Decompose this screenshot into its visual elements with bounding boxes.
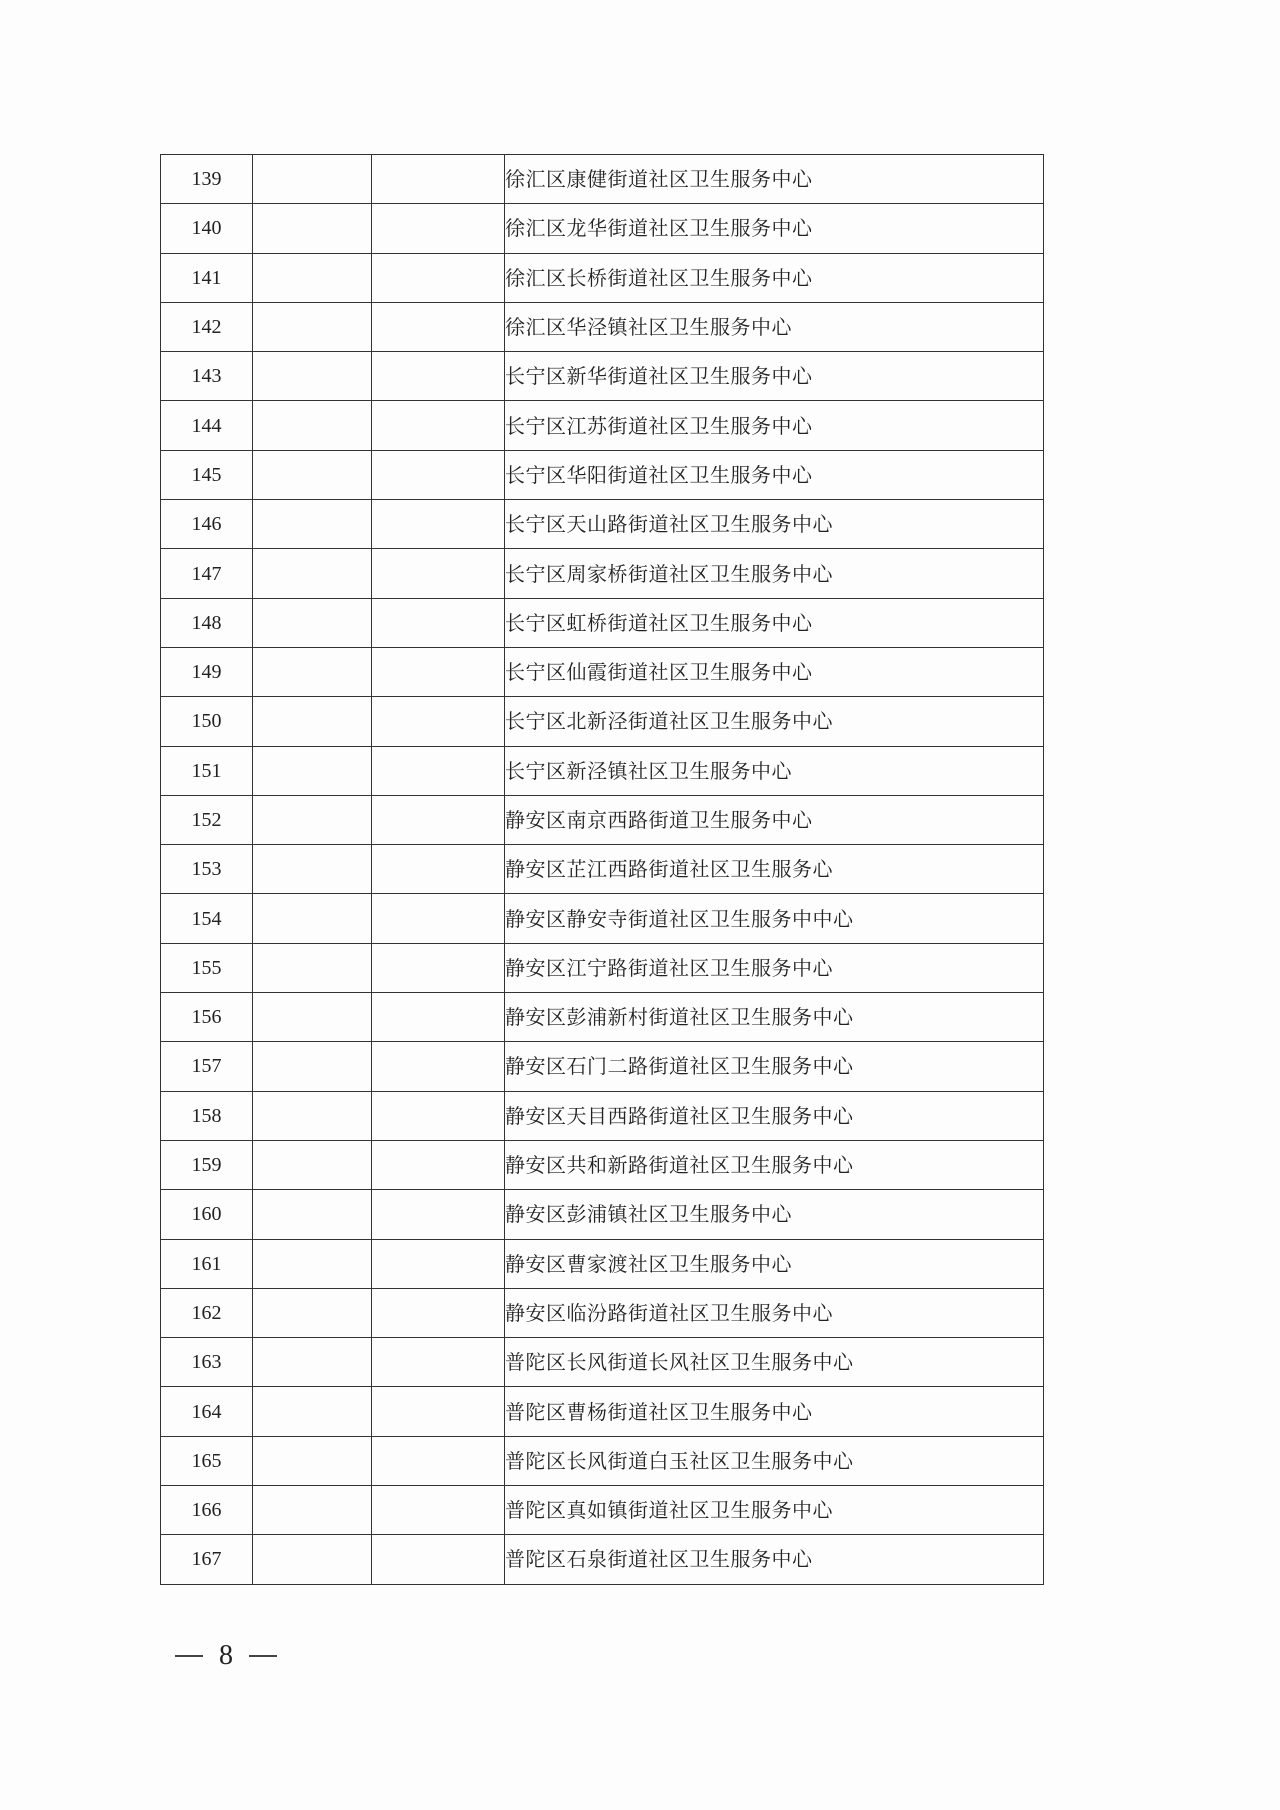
empty-cell bbox=[372, 1140, 505, 1189]
table-row bbox=[161, 1239, 1044, 1288]
empty-cell bbox=[253, 746, 372, 795]
row-number-cell: 167 bbox=[161, 1535, 253, 1584]
footer-dash-left bbox=[175, 1655, 203, 1657]
empty-cell bbox=[253, 1338, 372, 1387]
row-number-cell: 144 bbox=[161, 401, 253, 450]
table-row bbox=[161, 500, 1044, 549]
empty-cell bbox=[372, 155, 505, 204]
row-number-cell: 155 bbox=[161, 943, 253, 992]
table-row bbox=[161, 1042, 1044, 1091]
row-number-cell: 166 bbox=[161, 1486, 253, 1535]
row-number-cell: 157 bbox=[161, 1042, 253, 1091]
table-row bbox=[161, 894, 1044, 943]
institution-name-cell: 长宁区华阳街道社区卫生服务中心 bbox=[505, 450, 1044, 499]
table-row bbox=[161, 1338, 1044, 1387]
table-row bbox=[161, 1091, 1044, 1140]
row-number-cell: 146 bbox=[161, 500, 253, 549]
page-number: 8 bbox=[219, 1640, 233, 1671]
row-number-cell: 148 bbox=[161, 598, 253, 647]
institution-name-cell: 静安区江宁路街道社区卫生服务中心 bbox=[505, 943, 1044, 992]
row-number-cell: 156 bbox=[161, 993, 253, 1042]
table-row bbox=[161, 1140, 1044, 1189]
table-row bbox=[161, 549, 1044, 598]
empty-cell bbox=[253, 845, 372, 894]
table-row bbox=[161, 1486, 1044, 1535]
table-row bbox=[161, 845, 1044, 894]
table-row bbox=[161, 1387, 1044, 1436]
row-number-cell: 165 bbox=[161, 1436, 253, 1485]
row-number-cell: 140 bbox=[161, 204, 253, 253]
institution-name-cell: 静安区南京西路街道卫生服务中心 bbox=[505, 795, 1044, 844]
row-number-cell: 151 bbox=[161, 746, 253, 795]
table-row bbox=[161, 795, 1044, 844]
empty-cell bbox=[372, 1042, 505, 1091]
empty-cell bbox=[372, 795, 505, 844]
row-number-cell: 145 bbox=[161, 450, 253, 499]
empty-cell bbox=[253, 1091, 372, 1140]
row-number-cell: 154 bbox=[161, 894, 253, 943]
empty-cell bbox=[372, 549, 505, 598]
empty-cell bbox=[253, 549, 372, 598]
institution-name-cell: 徐汇区康健街道社区卫生服务中心 bbox=[505, 155, 1044, 204]
row-number-cell: 147 bbox=[161, 549, 253, 598]
empty-cell bbox=[253, 401, 372, 450]
row-number-cell: 149 bbox=[161, 647, 253, 696]
table-row bbox=[161, 647, 1044, 696]
empty-cell bbox=[253, 352, 372, 401]
row-number-cell: 153 bbox=[161, 845, 253, 894]
empty-cell bbox=[372, 302, 505, 351]
empty-cell bbox=[372, 500, 505, 549]
empty-cell bbox=[372, 1288, 505, 1337]
empty-cell bbox=[253, 943, 372, 992]
table-row bbox=[161, 1436, 1044, 1485]
institution-name-cell: 徐汇区龙华街道社区卫生服务中心 bbox=[505, 204, 1044, 253]
table-row bbox=[161, 302, 1044, 351]
empty-cell bbox=[372, 894, 505, 943]
institution-name-cell: 静安区彭浦镇社区卫生服务中心 bbox=[505, 1190, 1044, 1239]
table-row bbox=[161, 401, 1044, 450]
empty-cell bbox=[253, 697, 372, 746]
institution-name-cell: 长宁区北新泾街道社区卫生服务中心 bbox=[505, 697, 1044, 746]
table-row bbox=[161, 204, 1044, 253]
table-row bbox=[161, 746, 1044, 795]
institution-name-cell: 长宁区新华街道社区卫生服务中心 bbox=[505, 352, 1044, 401]
empty-cell bbox=[253, 1387, 372, 1436]
table-row bbox=[161, 697, 1044, 746]
row-number-cell: 163 bbox=[161, 1338, 253, 1387]
table-row bbox=[161, 943, 1044, 992]
empty-cell bbox=[372, 845, 505, 894]
empty-cell bbox=[372, 1239, 505, 1288]
empty-cell bbox=[372, 1486, 505, 1535]
table-body bbox=[161, 155, 1044, 1585]
institution-name-cell: 静安区曹家渡社区卫生服务中心 bbox=[505, 1239, 1044, 1288]
table-row bbox=[161, 352, 1044, 401]
empty-cell bbox=[372, 943, 505, 992]
empty-cell bbox=[253, 894, 372, 943]
empty-cell bbox=[253, 204, 372, 253]
empty-cell bbox=[372, 1190, 505, 1239]
empty-cell bbox=[372, 598, 505, 647]
empty-cell bbox=[372, 1436, 505, 1485]
row-number-cell: 162 bbox=[161, 1288, 253, 1337]
empty-cell bbox=[372, 1535, 505, 1584]
empty-cell bbox=[253, 795, 372, 844]
empty-cell bbox=[372, 1338, 505, 1387]
row-number-cell: 139 bbox=[161, 155, 253, 204]
empty-cell bbox=[253, 500, 372, 549]
empty-cell bbox=[372, 993, 505, 1042]
institution-name-cell: 静安区石门二路街道社区卫生服务中心 bbox=[505, 1042, 1044, 1091]
row-number-cell: 141 bbox=[161, 253, 253, 302]
institution-name-cell: 徐汇区长桥街道社区卫生服务中心 bbox=[505, 253, 1044, 302]
institution-name-cell: 普陀区曹杨街道社区卫生服务中心 bbox=[505, 1387, 1044, 1436]
row-number-cell: 158 bbox=[161, 1091, 253, 1140]
row-number-cell: 160 bbox=[161, 1190, 253, 1239]
empty-cell bbox=[253, 1535, 372, 1584]
institution-name-cell: 普陀区石泉街道社区卫生服务中心 bbox=[505, 1535, 1044, 1584]
empty-cell bbox=[372, 746, 505, 795]
empty-cell bbox=[372, 352, 505, 401]
institution-name-cell: 长宁区周家桥街道社区卫生服务中心 bbox=[505, 549, 1044, 598]
institution-name-cell: 长宁区新泾镇社区卫生服务中心 bbox=[505, 746, 1044, 795]
table-row bbox=[161, 253, 1044, 302]
row-number-cell: 152 bbox=[161, 795, 253, 844]
institution-name-cell: 静安区共和新路街道社区卫生服务中心 bbox=[505, 1140, 1044, 1189]
empty-cell bbox=[253, 598, 372, 647]
empty-cell bbox=[372, 401, 505, 450]
institution-name-cell: 静安区芷江西路街道社区卫生服务心 bbox=[505, 845, 1044, 894]
empty-cell bbox=[372, 253, 505, 302]
table-row bbox=[161, 1535, 1044, 1584]
empty-cell bbox=[253, 450, 372, 499]
institution-name-cell: 静安区静安寺街道社区卫生服务中中心 bbox=[505, 894, 1044, 943]
empty-cell bbox=[253, 1042, 372, 1091]
institution-name-cell: 静安区天目西路街道社区卫生服务中心 bbox=[505, 1091, 1044, 1140]
empty-cell bbox=[253, 253, 372, 302]
institution-name-cell: 徐汇区华泾镇社区卫生服务中心 bbox=[505, 302, 1044, 351]
table-row bbox=[161, 1190, 1044, 1239]
footer-dash-right bbox=[249, 1655, 277, 1657]
empty-cell bbox=[372, 204, 505, 253]
empty-cell bbox=[372, 1091, 505, 1140]
empty-cell bbox=[372, 697, 505, 746]
institution-name-cell: 长宁区仙霞街道社区卫生服务中心 bbox=[505, 647, 1044, 696]
empty-cell bbox=[253, 302, 372, 351]
institution-name-cell: 静安区彭浦新村街道社区卫生服务中心 bbox=[505, 993, 1044, 1042]
empty-cell bbox=[253, 1486, 372, 1535]
table-row bbox=[161, 450, 1044, 499]
empty-cell bbox=[372, 450, 505, 499]
page-footer bbox=[175, 1640, 277, 1672]
institution-name-cell: 普陀区长风街道白玉社区卫生服务中心 bbox=[505, 1436, 1044, 1485]
empty-cell bbox=[253, 1288, 372, 1337]
institution-table bbox=[160, 154, 1044, 1585]
institution-name-cell: 长宁区天山路街道社区卫生服务中心 bbox=[505, 500, 1044, 549]
table-row bbox=[161, 1288, 1044, 1337]
row-number-cell: 159 bbox=[161, 1140, 253, 1189]
empty-cell bbox=[253, 1436, 372, 1485]
table-row bbox=[161, 598, 1044, 647]
table-row bbox=[161, 993, 1044, 1042]
empty-cell bbox=[372, 647, 505, 696]
empty-cell bbox=[253, 1239, 372, 1288]
empty-cell bbox=[253, 993, 372, 1042]
empty-cell bbox=[253, 1140, 372, 1189]
empty-cell bbox=[253, 647, 372, 696]
empty-cell bbox=[253, 1190, 372, 1239]
institution-name-cell: 静安区临汾路街道社区卫生服务中心 bbox=[505, 1288, 1044, 1337]
empty-cell bbox=[372, 1387, 505, 1436]
institution-name-cell: 普陀区真如镇街道社区卫生服务中心 bbox=[505, 1486, 1044, 1535]
institution-name-cell: 长宁区江苏街道社区卫生服务中心 bbox=[505, 401, 1044, 450]
row-number-cell: 142 bbox=[161, 302, 253, 351]
row-number-cell: 164 bbox=[161, 1387, 253, 1436]
institution-name-cell: 长宁区虹桥街道社区卫生服务中心 bbox=[505, 598, 1044, 647]
row-number-cell: 143 bbox=[161, 352, 253, 401]
institution-name-cell: 普陀区长风街道长风社区卫生服务中心 bbox=[505, 1338, 1044, 1387]
row-number-cell: 161 bbox=[161, 1239, 253, 1288]
table-row bbox=[161, 155, 1044, 204]
empty-cell bbox=[253, 155, 372, 204]
row-number-cell: 150 bbox=[161, 697, 253, 746]
